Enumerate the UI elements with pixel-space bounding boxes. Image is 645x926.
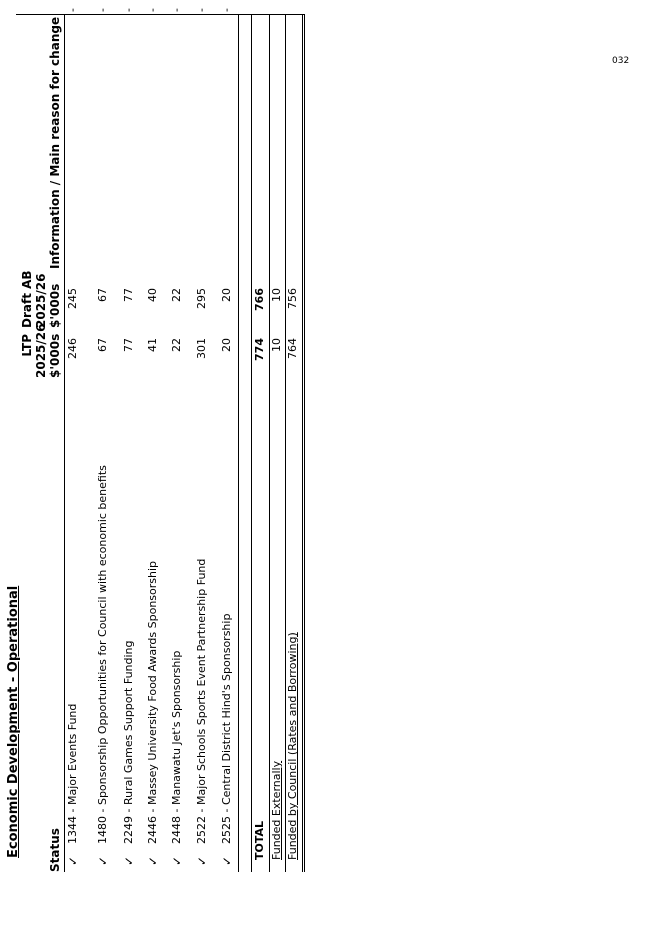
check-icon: ✓ [195,855,209,866]
info-header: Information / Main reason for change [48,16,62,269]
total-label: TOTAL [253,820,266,860]
row-ltp: 41 [146,338,159,352]
row-ltp: 301 [195,338,208,359]
page-number: 032 [612,56,630,66]
row-draft: 77 [122,288,135,302]
row-info: - [146,8,159,12]
row-draft: 245 [66,288,79,309]
row-name: 1344 - Major Events Fund [66,703,79,844]
table-row [66,0,82,926]
row-info: - [96,8,109,12]
table-row [220,0,236,926]
funded-external-row [270,0,286,926]
funded-council-label: Funded by Council (Rates and Borrowing) [286,632,299,860]
check-icon: ✓ [66,855,80,866]
page-title: Economic Development - Operational [6,585,21,858]
total-draft: 766 [253,288,266,311]
row-info: - [195,8,208,12]
total-ltp: 774 [253,338,266,361]
row-info: - [220,8,233,12]
council-rule [302,14,303,872]
row-ltp: 20 [220,338,233,352]
totals-top-rule [251,14,252,872]
funded-council-row [286,0,302,926]
row-info: - [122,8,135,12]
draft-header: Draft AB 2025/26 $'000s [20,270,62,328]
row-ltp: 246 [66,338,79,359]
funded-council-draft: 756 [286,288,299,309]
ltp-header: LTP 2025/26 $'000s [20,323,62,378]
funded-external-draft: 10 [270,288,283,302]
check-icon: ✓ [122,855,136,866]
row-name: 2522 - Major Schools Sports Event Partnership Fund [195,558,208,844]
table-row [96,0,112,926]
funded-external-ltp: 10 [270,338,283,352]
row-ltp: 77 [122,338,135,352]
row-name: 2525 - Central District Hind's Sponsorship [220,613,233,844]
row-info: - [170,8,183,12]
check-icon: ✓ [170,855,184,866]
row-ltp: 22 [170,338,183,352]
right-border [16,14,304,15]
table-row [195,0,211,926]
row-draft: 295 [195,288,208,309]
header-rule [64,14,65,872]
table-row [170,0,186,926]
total-row [253,0,269,926]
row-ltp: 67 [96,338,109,352]
row-name: 1480 - Sponsorship Opportunities for Council with economic benefits [96,465,109,844]
table-row [122,0,138,926]
check-icon: ✓ [146,855,160,866]
funded-council-ltp: 764 [286,338,299,359]
row-draft: 67 [96,288,109,302]
row-name: 2448 - Manawatu Jet's Sponsorship [170,650,183,844]
section-rule [238,14,239,872]
row-info: - [66,8,79,12]
check-icon: ✓ [96,855,110,866]
funded-external-label: Funded Externally [270,760,283,860]
row-draft: 40 [146,288,159,302]
row-draft: 22 [170,288,183,302]
status-header: Status [48,828,62,872]
row-draft: 20 [220,288,233,302]
double-bottom-rule [304,14,305,872]
check-icon: ✓ [220,855,234,866]
table-row [146,0,162,926]
row-name: 2446 - Massey University Food Awards Sponsorship [146,560,159,844]
row-name: 2249 - Rural Games Support Funding [122,640,135,844]
